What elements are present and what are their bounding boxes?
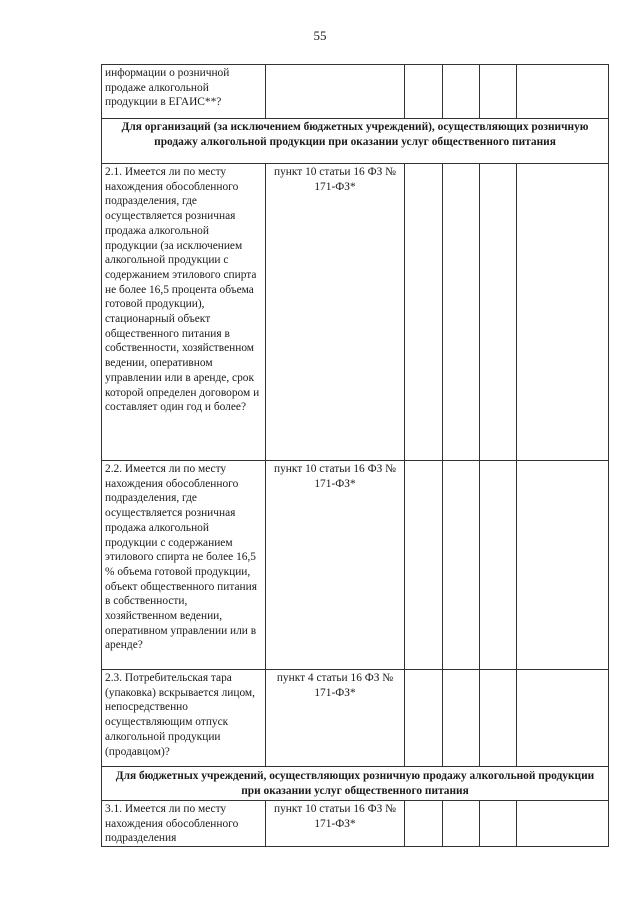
notes-cell: [517, 801, 609, 847]
question-cell: 2.3. Потребительская тара (упаковка) вскрывается лицом, непосредственно осуществляющим отпуск алкогольной продукции (продавцом)?: [102, 670, 266, 767]
answer-no-cell: [443, 801, 480, 847]
section-header-row: [102, 119, 609, 164]
answer-na-cell: [480, 461, 517, 670]
legal-basis-cell: [266, 65, 405, 119]
legal-basis-cell: пункт 10 статьи 16 ФЗ № 171-ФЗ*: [266, 461, 405, 670]
question-cell: информации о розничной продаже алкогольной продукции в ЕГАИС**?: [102, 65, 266, 119]
notes-cell: [517, 670, 609, 767]
table-row: [102, 670, 609, 767]
answer-no-cell: [443, 65, 480, 119]
question-cell: 3.1. Имеется ли по месту нахождения обособленного подразделения: [102, 801, 266, 847]
answer-no-cell: [443, 164, 480, 461]
section-heading: Для организаций (за исключением бюджетных учреждений), осуществляющих розничную продажу алкогольной продукции при оказании услуг общественного питания: [102, 119, 609, 164]
question-cell: 2.1. Имеется ли по месту нахождения обособленного подразделения, где осуществляется розничная продажа алкогольной продукции (за исключением алкогольной продукции с содержанием этилового спирта не более 16,5 процента объема готовой продукции), стационарный объект общественного питания в собственности, хозяйственном ведении, оперативном управлении или в аренде, срок которой определен договором и составляет один год и более?: [102, 164, 266, 461]
answer-yes-cell: [405, 461, 443, 670]
section-header-row: [102, 767, 609, 801]
answer-yes-cell: [405, 801, 443, 847]
answer-na-cell: [480, 164, 517, 461]
notes-cell: [517, 65, 609, 119]
answer-yes-cell: [405, 65, 443, 119]
checklist-table: [101, 64, 609, 847]
notes-cell: [517, 164, 609, 461]
section-heading: Для бюджетных учреждений, осуществляющих розничную продажу алкогольной продукции при оказании услуг общественного питания: [102, 767, 609, 801]
table-row: [102, 65, 609, 119]
legal-basis-cell: пункт 4 статьи 16 ФЗ № 171-ФЗ*: [266, 670, 405, 767]
page-number: 55: [313, 28, 327, 43]
question-cell: 2.2. Имеется ли по месту нахождения обособленного подразделения, где осуществляется розничная продажа алкогольной продукции с содержанием этилового спирта не более 16,5 % объема готовой продукции, объект общественного питания в собственности, хозяйственном ведении, оперативном управлении или в аренде?: [102, 461, 266, 670]
notes-cell: [517, 461, 609, 670]
answer-no-cell: [443, 461, 480, 670]
answer-na-cell: [480, 65, 517, 119]
table-row: [102, 801, 609, 847]
answer-yes-cell: [405, 164, 443, 461]
legal-basis-cell: пункт 10 статьи 16 ФЗ № 171-ФЗ*: [266, 801, 405, 847]
table-row: [102, 461, 609, 670]
answer-na-cell: [480, 801, 517, 847]
answer-na-cell: [480, 670, 517, 767]
answer-yes-cell: [405, 670, 443, 767]
legal-basis-cell: пункт 10 статьи 16 ФЗ № 171-ФЗ*: [266, 164, 405, 461]
table-row: [102, 164, 609, 461]
answer-no-cell: [443, 670, 480, 767]
